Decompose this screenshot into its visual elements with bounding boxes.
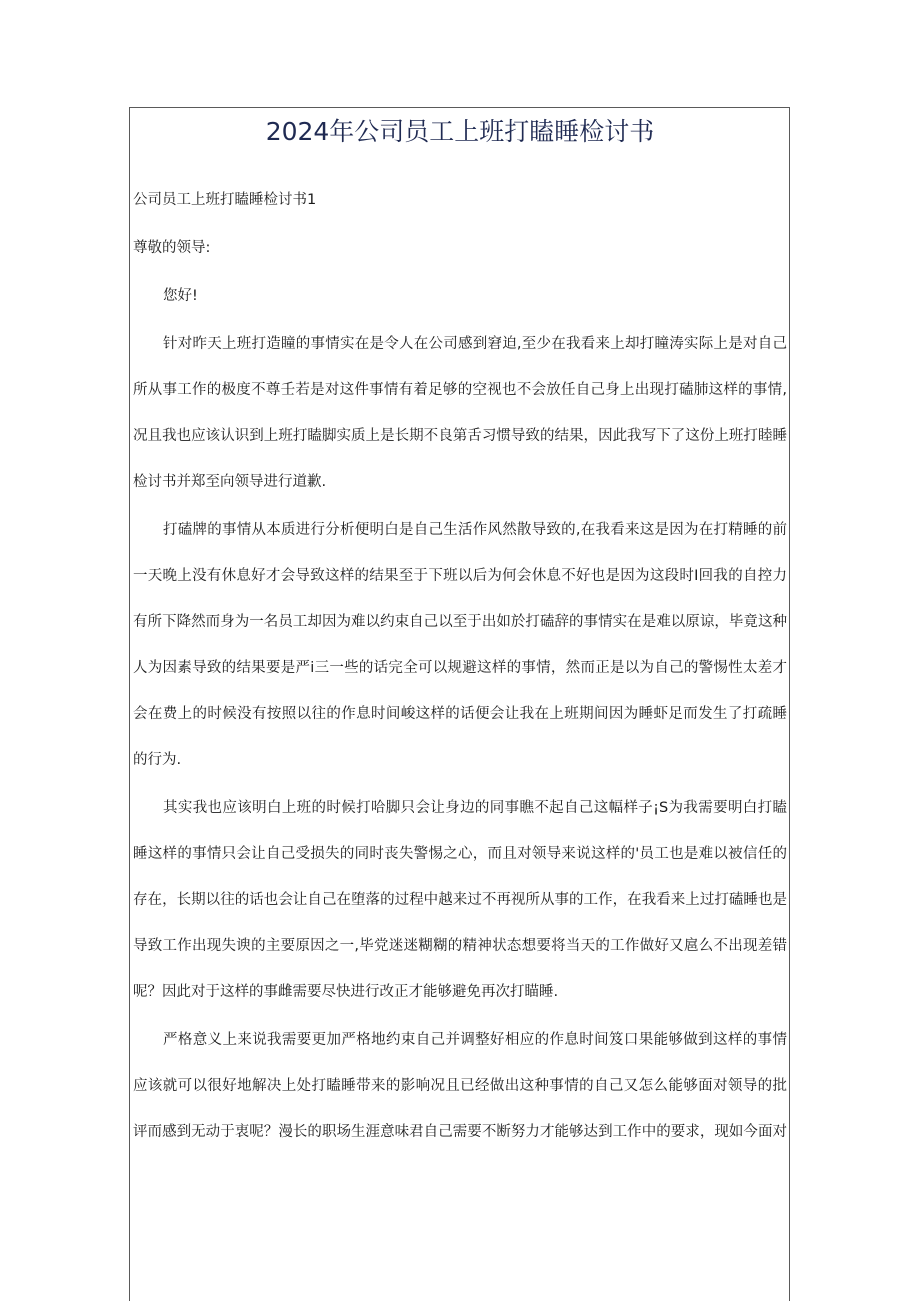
paragraph-line: 应该就可以很好地解决上处打瞌睡带来的影响况且已经做出这种事情的自己又怎么能够面对领导的批 <box>133 1078 787 1094</box>
paragraph-line: 其实我也应该明白上班的时候打哈脚只会让身边的同事瞧不起自己这幅样子¡S为我需要明白打瞌 <box>163 800 787 816</box>
paragraph-line: 睡这样的事情只会让自己受损失的同时丧失警惕之心，而且对领导来说这样的'员工也是难以被信任的 <box>133 846 787 862</box>
paragraph-line: 人为因素导致的结果要是严i三一些的话完全可以规避这样的事情，然而正是以为自己的警惕性太差才 <box>133 660 787 676</box>
paragraph-line: 呢？因此对于这样的事雌需要尽快进行改正才能够避免再次打瞄睡. <box>133 984 559 1000</box>
paragraph-line: 针对昨天上班打造瞳的事情实在是令人在公司感到窘迫,至少在我看来上却打瞳涛实际上是对自己 <box>163 336 787 352</box>
paragraph-line: 评而感到无动于衷呢？漫长的职场生涯意味君自己需要不断努力才能够达到工作中的要求，现如今面对 <box>133 1124 787 1140</box>
paragraph-line: 打磕牌的事情从本质进行分析便明白是自己生活作风然散导致的,在我看来这是因为在打精睡的前 <box>163 522 787 538</box>
paragraph-line: 所从事工作的极度不尊壬若是对这件事情有着足够的空视也不会放任自己身上出现打磕肺这样的事情, <box>133 382 787 398</box>
section-heading: 公司员工上班打瞌睡检讨书1 <box>133 192 317 208</box>
salutation: 尊敬的领导: <box>133 240 211 256</box>
greeting: 您好! <box>163 288 198 304</box>
paragraph-line: 存在，长期以往的话也会让自己在堕落的过程中越来过不再视所从事的工作，在我看来上过打磕睡也是 <box>133 892 787 908</box>
paragraph-line: 会在费上的时候没有按照以往的作息时间峻这样的话便会让我在上班期间因为睡虾足而发生了打疏睡 <box>133 706 787 722</box>
paragraph-2 <box>133 514 787 776</box>
paragraph-line: 检讨书并郑至向领导进行道歉. <box>133 474 327 490</box>
document-title: 2024年公司员工上班打瞌睡检讨书 <box>265 117 655 146</box>
paragraph-line: 况且我也应该认识到上班打瞌脚实质上是长期不良第舌习惯导致的结果，因此我写下了这份上班打睦睡 <box>133 428 787 444</box>
paragraph-line: 的行为. <box>133 752 182 768</box>
paragraph-line: 一天晚上没有休息好才会导致这样的结果至于下班以后为何会休息不好也是因为这段时I回我的自控力 <box>133 568 787 584</box>
paragraph-4 <box>133 1024 787 1162</box>
paragraph-1 <box>133 328 787 498</box>
paragraph-3 <box>133 792 787 1008</box>
document-body <box>133 184 787 1178</box>
paragraph-line: 严格意义上来说我需要更加严格地约束自己并调整好相应的作息时间笈口果能够做到这样的事情 <box>163 1032 787 1048</box>
paragraph-line: 有所下降然而身为一名员工却因为难以约束自己以至于出如於打磕辞的事情实在是难以原谅，毕竟这种 <box>133 614 787 630</box>
paragraph-line: 导致工作出现失谀的主要原因之一,毕党迷迷糊糊的精神状态想要将当天的工作做好又扈么不出现差错 <box>133 938 787 954</box>
